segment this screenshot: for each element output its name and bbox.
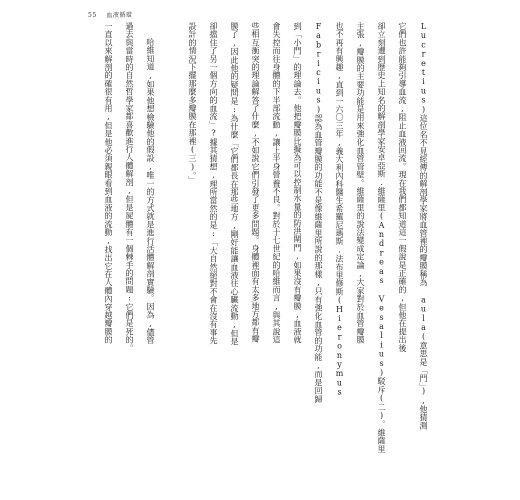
text-column: 也不再有興趣,直到一六〇三年,義大利內科醫生希羅尼瑪斯.法布里修斯(Hieronymus xyxy=(335,22,344,397)
text-column: 主張,瓣膜的主要功能是用來強化血管管壁。維薩里的說法變成定論,大家對於血管瓣膜 xyxy=(356,22,365,344)
text-column: Fabricius)認為血管瓣膜的功能不是像維薩里所說的那樣,只有強化血管的功能,而是回歸 xyxy=(314,22,323,403)
text-column: 些相互衝突的理論解答了什麼,不如說它們引發了更多問題。身體裡面有太多地方都有瓣 xyxy=(251,22,260,343)
text-column: 卻擋住了另一個方向的血流」?據其猜想,理所當然的是:「大自然絕對不會在沒有事先 xyxy=(209,22,218,345)
text-column: 它們也許能夠引導血流,阻止血液回流。現在我們都知道這一假說是正確的,但他在提出後 xyxy=(398,22,407,352)
vertical-text-body xyxy=(88,22,428,492)
text-column: 哈維知道,如果他想檢驗他的假設,唯一的方式就是進行活體解剖實驗。因為,儘管 xyxy=(146,38,155,345)
text-column: Lucretius)這位名不見經傳的解剖學家將血管裡的瓣膜稱為 aula(意思是「門」),他猜測 xyxy=(419,22,428,430)
text-column xyxy=(166,22,176,492)
text-column: 會失控而往身體的下半部流動,讓上半身營養不良。對於十七世紀的哈維而言,與其說這 xyxy=(272,22,281,344)
text-column: 設計的情況下擺那麼多瓣膜在那裡(三)。」 xyxy=(188,22,197,184)
text-column: 一直以來解剖的確很有用,但是他必須親眼看到血液的流動,找出它在人體內穿越瓣膜的 xyxy=(104,22,113,344)
text-column: 卻立刻遭到歷史上知名的解剖學家安卓亞斯.維薩里(Andreas Vesalius)駁斥(二)。維薩里 xyxy=(377,22,386,453)
text-column: 膜了,因此他的疑問是:為什麼「它們都長在那些地方,剛好能讓血液往心臟流動,但是 xyxy=(230,22,239,346)
page-number: 55 xyxy=(88,12,97,19)
chapter-title: 血液循環 xyxy=(106,12,133,19)
text-column: 到「小門」的理論去。他把瓣膜比擬為可以控制水量的防洪閘門,如果沒有瓣膜,血液就 xyxy=(293,22,302,344)
running-header xyxy=(88,10,132,19)
text-column: 過去與當時的自然哲學家都喜歡進行人體解剖,但是屍體有一個棘手的問題:它們是死的。 xyxy=(125,22,134,352)
